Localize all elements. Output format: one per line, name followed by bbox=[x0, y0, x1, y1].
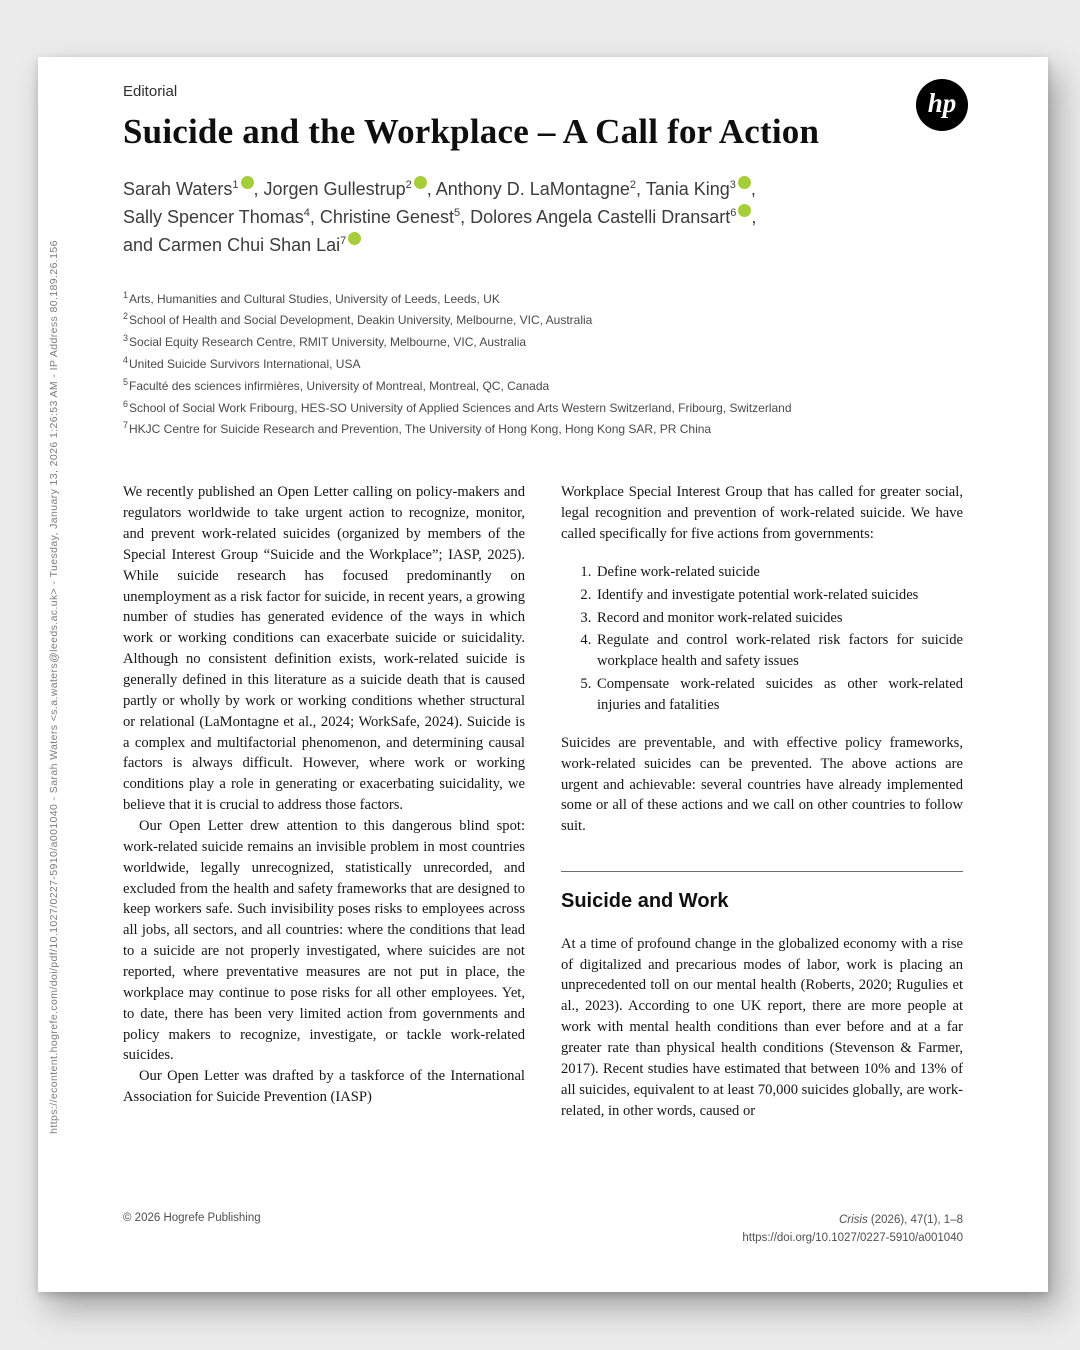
author-separator: , bbox=[460, 206, 471, 227]
page-footer bbox=[123, 1212, 963, 1248]
affiliation-number: 1 bbox=[123, 289, 129, 300]
paragraph: At a time of profound change in the globalized economy with a rise of digitalized and precarious modes of labor, work is placing an unprecedented toll on our mental health (Roberts, 2020; Rugulies et al., 2023). According to one UK report, there are more people at work with mental health conditions than ever before and at a far greater rate than physical health conditions (Stevenson & Farmer, 2017). Recent studies have estimated that between 10% and 13% of all suicides, equivalent to at least 70,000 suicides globally, are work-related, in other words, caused or bbox=[561, 935, 963, 1119]
action-item: 5. Compensate work-related suicides as other work-related injuries and fatalities bbox=[595, 674, 963, 716]
author bbox=[436, 179, 646, 199]
affiliation-text: School of Social Work Fribourg, HES-SO University of Applied Sciences and Arts Western Switzerland, Fribourg, Switzerland bbox=[129, 400, 792, 415]
journal-citation bbox=[742, 1212, 963, 1230]
publisher-logo-text: hp bbox=[927, 88, 957, 118]
paragraph: Suicides are preventable, and with effective policy frameworks, work-related suicides can be prevented. The above actions are urgent and achievable: several countries have already implemented some or all of these actions and we call on other countries to follow suit. bbox=[561, 734, 963, 835]
orcid-icon bbox=[414, 176, 427, 189]
affiliation-number: 5 bbox=[123, 376, 129, 387]
action-item: 2. Identify and investigate potential work-related suicides bbox=[595, 585, 963, 606]
affiliation-number: 7 bbox=[123, 420, 129, 431]
author-affiliation-ref: 5 bbox=[453, 206, 461, 219]
copyright-notice: © 2026 Hogrefe Publishing bbox=[123, 1212, 261, 1225]
download-watermark-text: https://econtent.hogrefe.com/doi/pdf/10.1027/0227-5910/a001040 - Sarah Waters <s.a.waters@leeds.ac.uk> - Tuesday, January 13, 2026 1:26:53 AM - IP Address 80.189.26.156 bbox=[48, 240, 60, 1134]
affiliation bbox=[123, 353, 963, 375]
author bbox=[264, 179, 436, 199]
paragraph: Workplace Special Interest Group that has called for greater social, legal recognition and prevention of work-related suicide. We have called specifically for five actions from governments: bbox=[561, 484, 963, 542]
author-separator: , bbox=[751, 206, 757, 227]
author-name: Sally Spencer Thomas bbox=[123, 206, 304, 227]
author-name: Sarah Waters bbox=[123, 179, 233, 199]
paragraph: We recently published an Open Letter calling on policy-makers and regulators worldwide to take urgent action to recognize, monitor, and prevent work-related suicides (organized by members of the Special Interest Group “Suicide and the Workplace”; IASP, 2025). While suicide research has focused predominantly on unemployment as a risk factor for suicide, in recent years, a growing number of studies has generated evidence of the ways in which work or working conditions can exacerbate suicide or suicidality. Although no consistent definition exists, work-related suicide is generally defined in this literature as a suicide death that is caused partly or wholly by work or working conditions whether structural or relational (LaMontagne et al., 2024; WorkSafe, 2024). Suicide is a complex and multifactorial phenomenon, and determining causal factors is always difficult. However, where work or working conditions play a role in generating or exacerbating suicidality, we believe that it is crucial to address those factors. bbox=[123, 484, 525, 814]
affiliation-text: Faculté des sciences infirmières, University of Montreal, Montreal, QC, Canada bbox=[129, 378, 550, 393]
article-body bbox=[123, 482, 963, 1121]
action-item: 4. Regulate and control work-related risk factors for suicide workplace health and safety issues bbox=[595, 630, 963, 672]
affiliation-list bbox=[123, 288, 963, 441]
author-affiliation-ref: 2 bbox=[405, 179, 412, 191]
orcid-icon bbox=[738, 176, 751, 189]
doi-link[interactable]: https://doi.org/10.1027/0227-5910/a001040 bbox=[742, 1232, 963, 1245]
author-affiliation-ref: 1 bbox=[232, 179, 239, 191]
page-content bbox=[38, 57, 1048, 1292]
author-list bbox=[123, 176, 963, 260]
right-column bbox=[561, 482, 963, 1121]
affiliation-text: HKJC Centre for Suicide Research and Prevention, The University of Hong Kong, Hong Kong SAR, PR China bbox=[129, 422, 712, 437]
author bbox=[123, 235, 361, 255]
author-separator: , bbox=[309, 206, 320, 227]
affiliation bbox=[123, 418, 963, 440]
section-heading: Suicide and Work bbox=[561, 871, 963, 916]
article-title: Suicide and the Workplace – A Call for Action bbox=[123, 112, 820, 151]
actions-list bbox=[561, 562, 963, 716]
author-name: Dolores Angela Castelli Dransart bbox=[470, 206, 731, 227]
affiliation-text: School of Health and Social Development, Deakin University, Melbourne, VIC, Australia bbox=[129, 313, 593, 328]
author-separator: , bbox=[253, 179, 264, 199]
affiliation bbox=[123, 375, 963, 397]
author-name: Carmen Chui Shan Lai bbox=[158, 234, 341, 255]
affiliation bbox=[123, 288, 963, 310]
citation-details: (2026), 47(1), 1–8 bbox=[867, 1214, 963, 1227]
affiliation bbox=[123, 331, 963, 353]
action-item: 1. Define work-related suicide bbox=[595, 562, 963, 583]
affiliation-text: United Suicide Survivors International, USA bbox=[129, 357, 361, 372]
journal-name: Crisis bbox=[838, 1214, 868, 1227]
author-separator: , bbox=[426, 179, 436, 199]
citation-block bbox=[742, 1212, 963, 1248]
author bbox=[470, 207, 756, 227]
affiliation-number: 2 bbox=[123, 311, 129, 322]
author bbox=[646, 179, 756, 199]
author-affiliation-ref: 3 bbox=[729, 179, 736, 191]
author-affiliation-ref: 7 bbox=[340, 234, 347, 247]
author-separator: , bbox=[636, 179, 646, 199]
orcid-icon bbox=[241, 176, 254, 189]
action-item: 3. Record and monitor work-related suicides bbox=[595, 608, 963, 629]
author-affiliation-ref: 6 bbox=[730, 206, 737, 219]
orcid-icon bbox=[348, 232, 361, 245]
author-separator: , bbox=[750, 179, 756, 199]
affiliation-text: Social Equity Research Centre, RMIT University, Melbourne, VIC, Australia bbox=[129, 335, 527, 350]
article-type-label: Editorial bbox=[123, 83, 178, 100]
affiliation-number: 6 bbox=[123, 398, 129, 409]
paragraph: Our Open Letter was drafted by a taskforce of the International Association for Suicide Prevention (IASP) bbox=[123, 1068, 525, 1106]
author-prefix: and bbox=[123, 234, 159, 255]
author-name: Christine Genest bbox=[319, 206, 454, 227]
author bbox=[123, 207, 320, 227]
affiliation-text: Arts, Humanities and Cultural Studies, University of Leeds, Leeds, UK bbox=[129, 291, 500, 306]
affiliation bbox=[123, 309, 963, 331]
document-page bbox=[38, 57, 1048, 1292]
author-name: Anthony D. LaMontagne bbox=[435, 179, 630, 199]
author bbox=[123, 179, 264, 199]
paragraph: Our Open Letter drew attention to this dangerous blind spot: work-related suicide remains an invisible problem in most countries worldwide, legally unrecognized, statistically unrecorded, and excluded from the health and safety frameworks that are designed to keep workers safe. Such invisibility poses risks to employees across all jobs, all sectors, and all countries: where the conditions that lead to a suicide are not properly investigated, where suicides are not reported, where preventative measures are not put in place, the workplace may continue to pose risks for all other employees. Yet, to date, there has been very limited action from governments and policy makers to recognize, investigate, or tackle work-related suicides. bbox=[123, 818, 525, 1064]
orcid-icon bbox=[738, 204, 751, 217]
author-name: Jorgen Gullestrup bbox=[263, 179, 406, 199]
author-affiliation-ref: 2 bbox=[629, 179, 636, 191]
author-affiliation-ref: 4 bbox=[303, 206, 310, 219]
affiliation bbox=[123, 397, 963, 419]
affiliation-number: 4 bbox=[123, 355, 129, 366]
author-name: Tania King bbox=[645, 179, 730, 199]
affiliation-number: 3 bbox=[123, 333, 129, 344]
author bbox=[320, 207, 470, 227]
publisher-logo bbox=[916, 79, 968, 131]
left-column bbox=[123, 482, 525, 1121]
